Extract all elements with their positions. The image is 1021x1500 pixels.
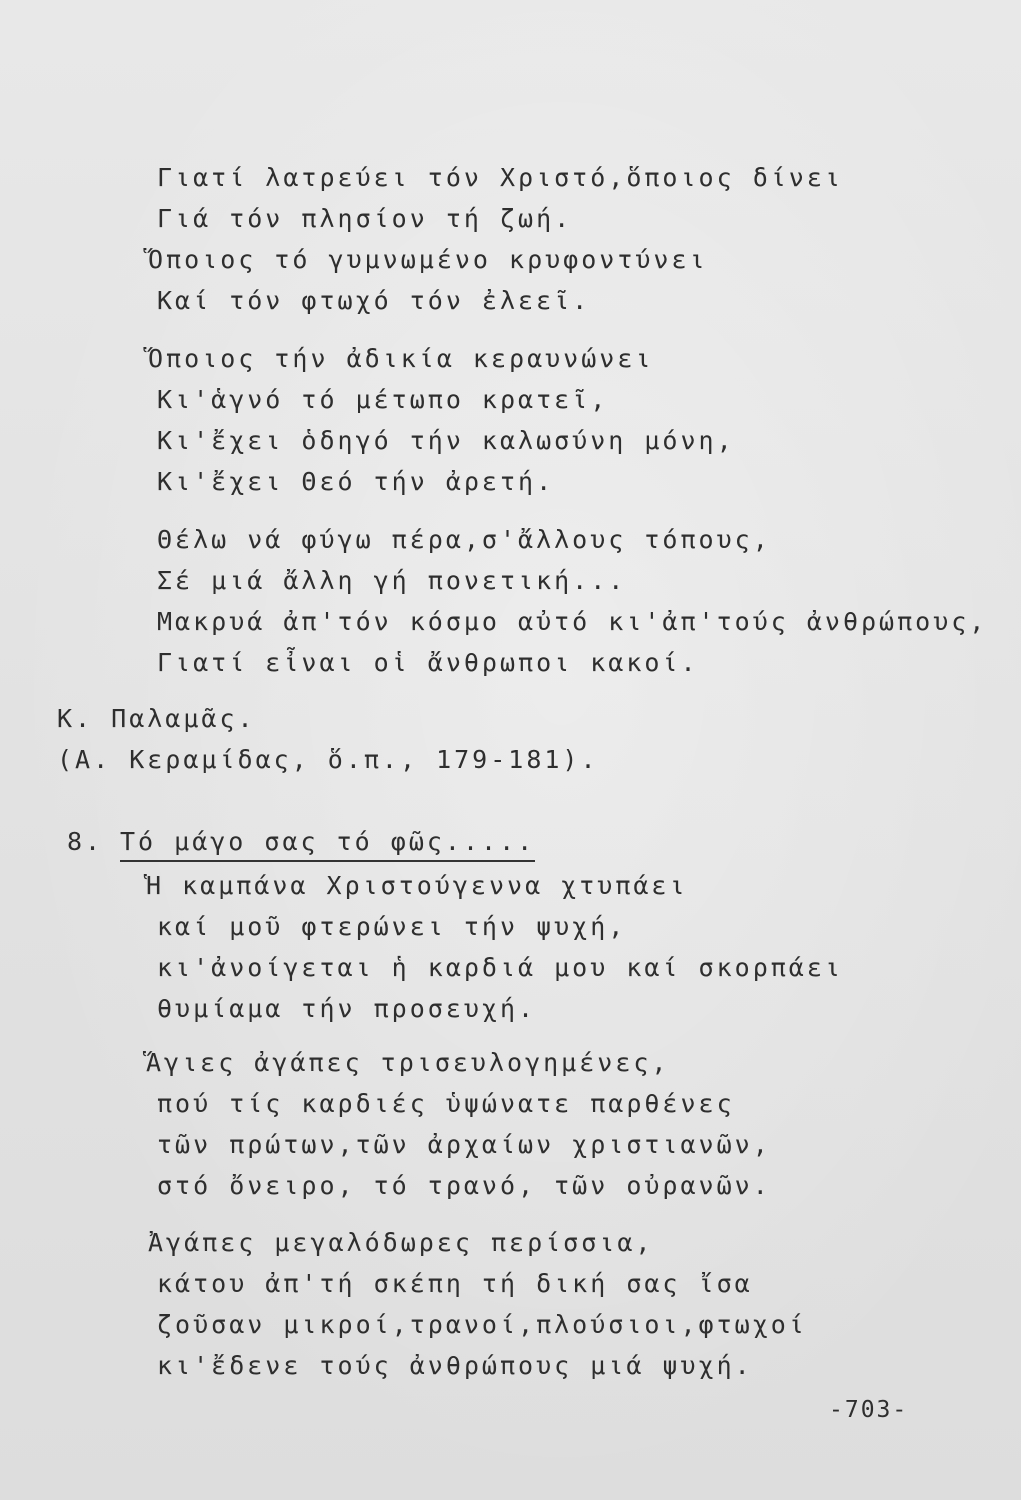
poem-line: Γιά τόν πλησίον τή ζωή. [157, 204, 573, 233]
poem-line: Ἅγιες ἀγάπες τρισευλογημένες, [146, 1048, 670, 1077]
poem-line: Κι'ἁγνό τό μέτωπο κρατεῖ, [157, 385, 609, 414]
poem-line: Σέ μιά ἄλλη γή πονετική... [157, 566, 627, 595]
poem-line: Ὅποιος τήν ἀδικία κεραυνώνει [148, 344, 654, 373]
poem-line: κι'ἀνοίγεται ἡ καρδιά μου καί σκορπάει [157, 953, 843, 982]
poem-line: κι'ἔδενε τούς ἀνθρώπους μιά ψυχή. [157, 1351, 753, 1380]
poem-line: Γιατί λατρεύει τόν Χριστό,ὅποιος δίνει [157, 163, 843, 192]
poem-line: πού τίς καρδιές ὑψώνατε παρθένες [157, 1089, 735, 1118]
poem-line: Γιατί εἶναι οἱ ἄνθρωποι κακοί. [157, 648, 699, 677]
poem-line: καί μοῦ φτερώνει τήν ψυχή, [157, 912, 627, 941]
poem-line: στό ὄνειρο, τό τρανό, τῶν οὐρανῶν. [157, 1171, 771, 1200]
poem-line: θυμίαμα τήν προσευχή. [157, 994, 537, 1023]
section-title: Τό μάγο σας τό φῶς..... [120, 826, 535, 862]
poem-line: ζοῦσαν μικροί,τρανοί,πλούσιοι,φτωχοί [157, 1310, 807, 1339]
poem-line: Κι'ἔχει ὁδηγό τήν καλωσύνη μόνη, [157, 426, 735, 455]
poem-line: Ὅποιος τό γυμνωμένο κρυφοντύνει [148, 245, 708, 274]
poem-line: Ἡ καμπάνα Χριστούγεννα χτυπάει [146, 871, 688, 900]
page-number: -703- [829, 1397, 909, 1423]
author-attribution: Κ. Παλαμᾶς. [57, 704, 256, 733]
section-number: 8. [67, 827, 104, 856]
poem-line: Μακρυά ἀπ'τόν κόσμο αὐτό κι'ἀπ'τούς ἀνθρώπους, [157, 607, 988, 636]
source-citation: (Α. Κεραμίδας, ὅ.π., 179-181). [57, 745, 599, 774]
poem-line: Θέλω νά φύγω πέρα,σ'ἄλλους τόπους, [157, 525, 771, 554]
poem-line: τῶν πρώτων,τῶν ἀρχαίων χριστιανῶν, [157, 1130, 771, 1159]
poem-line: Καί τόν φτωχό τόν ἐλεεῖ. [157, 286, 591, 315]
poem-line: Κι'ἔχει Θεό τήν ἀρετή. [157, 467, 555, 496]
poem-line: Ἀγάπες μεγαλόδωρες περίσσια, [148, 1228, 654, 1257]
poem-line: κάτου ἀπ'τή σκέπη τή δική σας ἴσα [157, 1269, 753, 1298]
